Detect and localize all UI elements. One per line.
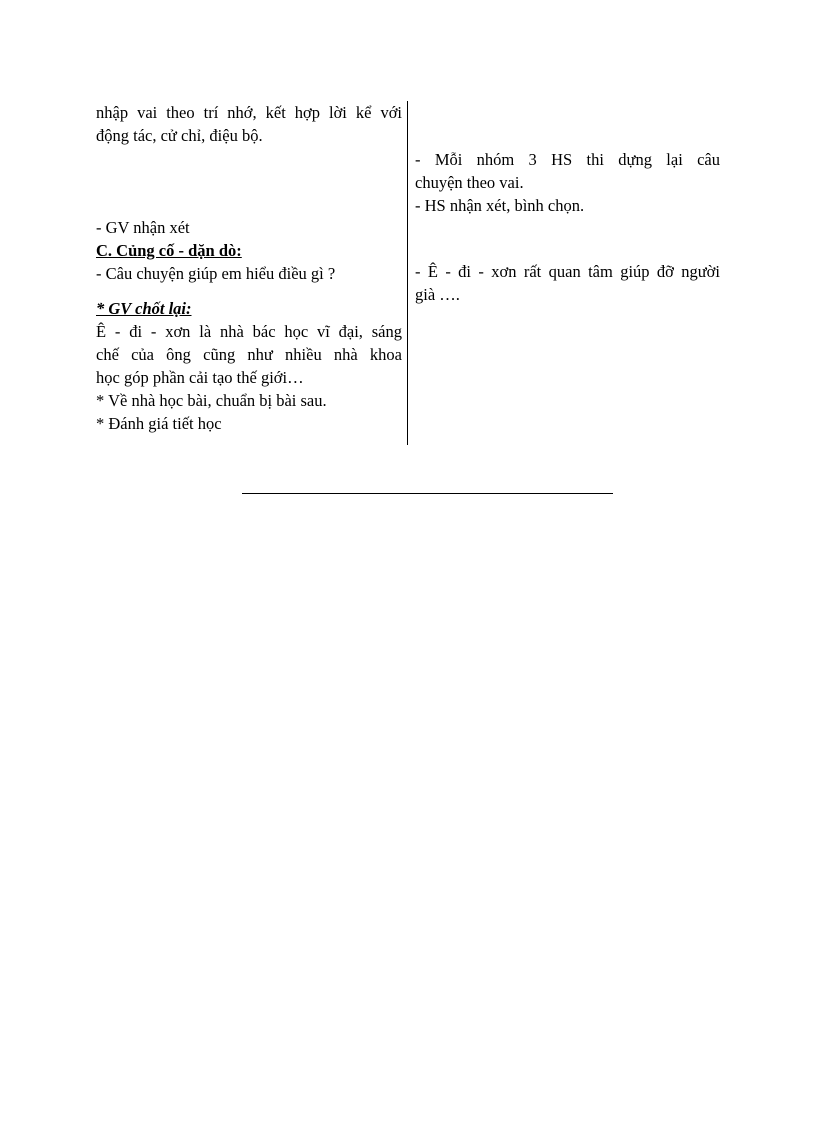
intro-line-1: nhập vai theo trí nhớ, kết hợp lời kể với bbox=[96, 103, 402, 122]
teacher-activity-column bbox=[96, 101, 402, 435]
conclusion-line-3: học góp phần cải tạo thế giới… bbox=[96, 368, 304, 387]
answer-line-2: già …. bbox=[415, 285, 460, 304]
section-c-heading: C. Củng cố - dặn dò: bbox=[96, 241, 242, 260]
column-divider bbox=[407, 101, 408, 445]
group-activity-line-1: - Mỗi nhóm 3 HS thi dựng lại câu bbox=[415, 150, 720, 169]
gv-comment: - GV nhận xét bbox=[96, 218, 190, 237]
gv-conclusion-label: * GV chốt lại: bbox=[96, 299, 192, 318]
end-rule bbox=[242, 493, 613, 494]
homework-note: * Về nhà học bài, chuẩn bị bài sau. bbox=[96, 391, 327, 410]
student-activity-column bbox=[415, 148, 720, 306]
conclusion-line-1: Ê - đi - xơn là nhà bác học vĩ đại, sáng bbox=[96, 322, 402, 341]
answer-line-1: - Ê - đi - xơn rất quan tâm giúp đỡ người bbox=[415, 262, 720, 281]
spacer bbox=[96, 285, 402, 297]
intro-line-2: động tác, cử chỉ, điệu bộ. bbox=[96, 126, 263, 145]
hs-comment: - HS nhận xét, bình chọn. bbox=[415, 196, 585, 215]
spacer bbox=[415, 217, 720, 260]
lesson-evaluation: * Đánh giá tiết học bbox=[96, 414, 222, 433]
group-activity-line-2: chuyện theo vai. bbox=[415, 173, 524, 192]
question-text: - Câu chuyện giúp em hiểu điều gì ? bbox=[96, 264, 336, 283]
conclusion-line-2: chế của ông cũng như nhiều nhà khoa bbox=[96, 345, 402, 364]
spacer bbox=[96, 147, 402, 216]
